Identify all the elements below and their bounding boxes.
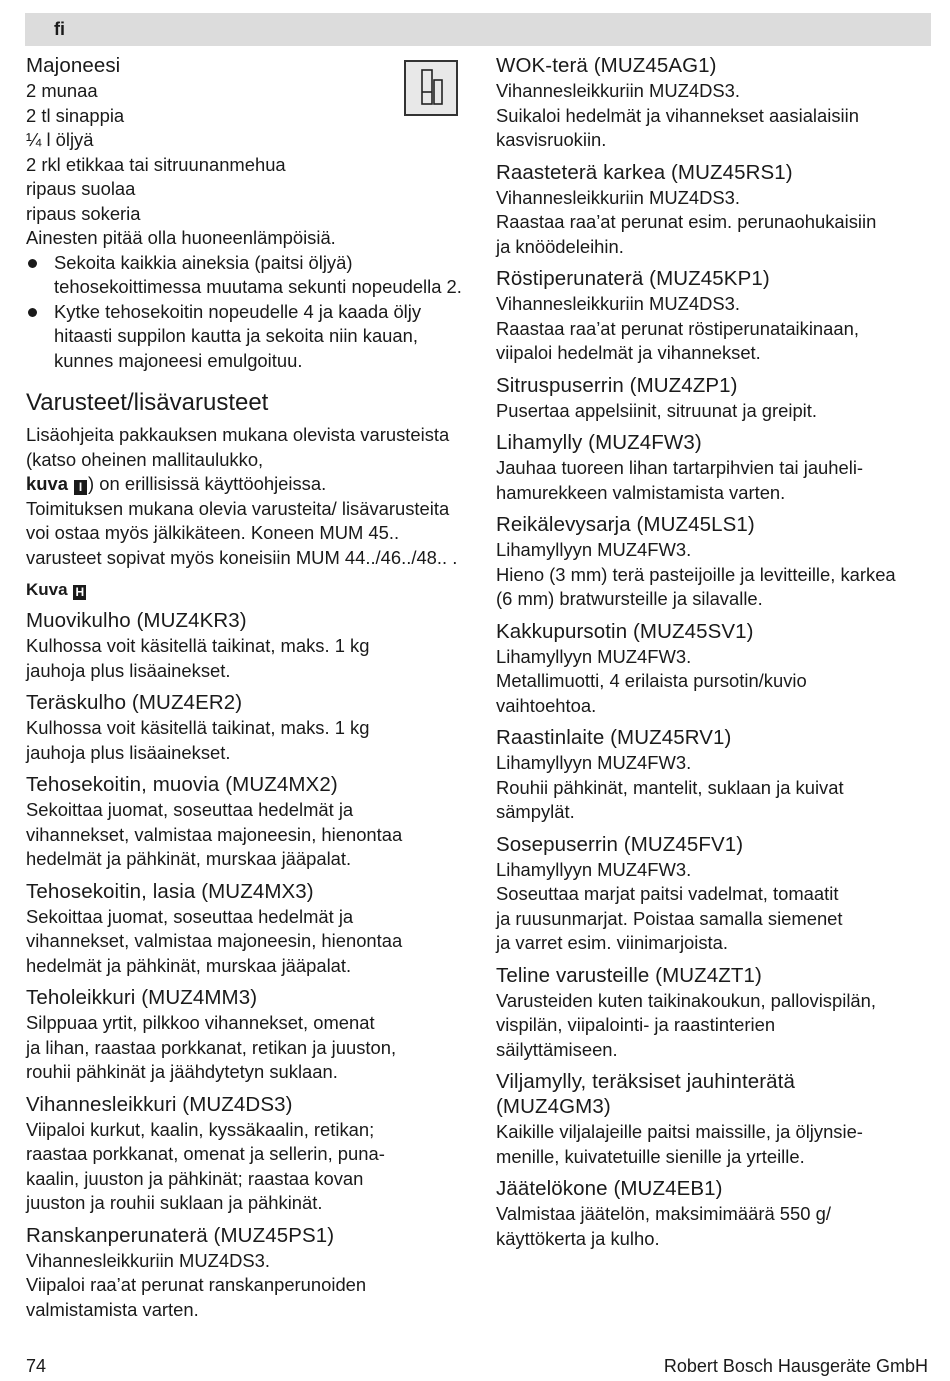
accessory-title: Ranskanperunaterä (MUZ45PS1)	[26, 1223, 335, 1247]
accessories-title: Varusteet/lisävarusteet	[26, 389, 269, 416]
right-accessory-list	[496, 53, 936, 1251]
accessory-title: Kakkupursotin (MUZ45SV1)	[496, 619, 754, 643]
accessory-description: Vihannesleikkuriin MUZ4DS3. Raastaa raa’at perunat esim. perunaohukaisiin ja knöödeleihin.	[496, 186, 877, 257]
accessory-title: Tehosekoitin, lasia (MUZ4MX3)	[26, 879, 314, 903]
language-bar	[25, 13, 931, 46]
accessory-title: Vihannesleikkuri (MUZ4DS3)	[26, 1092, 293, 1116]
accessory-description: Vihannesleikkuriin MUZ4DS3. Raastaa raa’at perunat röstiperunataikinaan, viipaloi hedelmät ja vihannekset.	[496, 293, 859, 363]
language-code: fi	[54, 19, 65, 39]
accessory-section	[496, 373, 936, 424]
accessory-title: Röstiperunaterä (MUZ45KP1)	[496, 267, 770, 290]
accessory-description: Lihamyllyyn MUZ4FW3. Hieno (3 mm) terä pasteijoille ja levitteille, karkea (6 mm) bratwursteille ja silavalle.	[496, 539, 896, 609]
accessory-title: Raastinlaite (MUZ45RV1)	[496, 726, 732, 749]
mayonnaise-ingredients: 2 munaa 2 tl sinappia ¼ l öljyä 2 rkl etikkaa tai sitruunanmehua ripaus suolaa ripaus sokeria Ainesten pitää olla huoneenlämpöisiä.	[26, 80, 336, 248]
accessory-description: Lihamyllyyn MUZ4FW3. Soseuttaa marjat paitsi vadelmat, tomaatit ja ruusunmarjat. Poistaa samalla siemenet ja varret esim. viinimarjoista.	[496, 858, 843, 953]
accessory-section	[496, 1176, 936, 1251]
accessory-description: Kulhossa voit käsitellä taikinat, maks. 1 kg jauhoja plus lisäainekset.	[26, 717, 370, 763]
accessory-description: Pusertaa appelsiinit, sitruunat ja greipit.	[496, 399, 817, 421]
accessory-description: Viipaloi kurkut, kaalin, kyssäkaalin, retikan; raastaa porkkanat, omenat ja sellerin, puna- kaalin, juuston ja pähkinät; raastaa kovan juuston ja rouhii suklaan ja pähkinät.	[26, 1118, 385, 1213]
accessory-section	[26, 772, 466, 872]
accessory-title: Jäätelökone (MUZ4EB1)	[496, 1177, 723, 1200]
accessory-title: Sitruspuserrin (MUZ4ZP1)	[496, 373, 738, 397]
accessory-description: Kulhossa voit käsitellä taikinat, maks. 1 kg jauhoja plus lisäainekset.	[26, 635, 370, 681]
accessory-section	[26, 608, 466, 683]
mayonnaise-section	[26, 53, 466, 373]
intro-text: Lisäohjeita pakkauksen mukana olevista varusteista (katso oheinen mallitaulukko,	[26, 424, 450, 470]
accessory-title: Viljamylly, teräksiset jauhinterätä (MUZ4GM3)	[496, 1070, 795, 1118]
intro-text-2: ) on erillisissä käyttöohjeissa. Toimituksen mukana olevia varusteita/ lisävarusteita voi ostaa myös jälkikäteen. Koneen MUM 45.. varusteet sopivat myös koneisiin MUM 44../46../48.. .	[26, 473, 458, 568]
accessory-section	[26, 1223, 466, 1323]
accessory-section	[496, 512, 936, 612]
accessory-title: Teräskulho (MUZ4ER2)	[26, 691, 243, 714]
accessory-description: Sekoittaa juomat, soseuttaa hedelmät ja vihannekset, valmistaa majoneesin, hienontaa hedelmät ja pähkinät, murskaa jääpalat.	[26, 799, 403, 869]
figure-letter: I	[74, 480, 87, 495]
accessory-section	[496, 619, 936, 719]
accessory-title: Muovikulho (MUZ4KR3)	[26, 609, 247, 632]
accessory-section	[496, 53, 936, 153]
step-text: Kytke tehosekoitin nopeudelle 4 ja kaada öljy hitaasti suppilon kautta ja sekoita niin kauan, kunnes majoneesi emulgoituu.	[54, 300, 422, 371]
accessory-section	[26, 1092, 466, 1216]
accessory-description: Sekoittaa juomat, soseuttaa hedelmät ja vihannekset, valmistaa majoneesin, hienontaa hedelmät ja pähkinät, murskaa jääpalat.	[26, 905, 403, 976]
accessory-description: Jauhaa tuoreen lihan tartarpihvien tai jauheli- hamurekkeen valmistamista varten.	[496, 457, 864, 503]
figure-word: kuva	[26, 473, 68, 494]
bullet-icon	[28, 308, 37, 317]
accessory-section	[496, 832, 936, 956]
accessory-title: Teholeikkuri (MUZ4MM3)	[26, 986, 258, 1009]
accessory-section	[26, 690, 466, 765]
accessory-section	[496, 725, 936, 825]
accessory-description: Vihannesleikkuriin MUZ4DS3. Suikaloi hedelmät ja vihannekset aasialaisiin kasvisruokiin.	[496, 80, 859, 150]
step-text: Sekoita kaikkia aineksia (paitsi öljyä) tehosekoittimessa muutama sekunti nopeudella 2.	[54, 251, 462, 297]
left-column	[26, 53, 466, 1329]
accessory-title: Lihamylly (MUZ4FW3)	[496, 431, 702, 454]
page-number: 74	[26, 1356, 47, 1376]
accessories-intro	[26, 423, 466, 570]
list-item	[26, 300, 466, 374]
figure-ref	[26, 580, 466, 600]
accessory-description: Lihamyllyyn MUZ4FW3. Metallimuotti, 4 erilaista pursotin/kuvio vaihtoehtoa.	[496, 645, 807, 716]
list-item	[26, 251, 466, 300]
accessory-section	[496, 430, 936, 505]
mayonnaise-title: Majoneesi	[26, 54, 121, 77]
accessory-section	[496, 1069, 936, 1169]
accessory-description: Silppuaa yrtit, pilkkoo vihannekset, omenat ja lihan, raastaa porkkanat, retikan ja juuston, rouhii pähkinät ja jäähdytetyn suklaan.	[26, 1012, 397, 1082]
accessory-title: Tehosekoitin, muovia (MUZ4MX2)	[26, 773, 338, 796]
accessory-description: Varusteiden kuten taikinakoukun, pallovispilän, vispilän, viipalointi- ja raastinterien säilyttämiseen.	[496, 989, 876, 1060]
accessories-section	[26, 389, 466, 600]
accessory-section	[26, 985, 466, 1085]
accessory-title: Reikälevysarja (MUZ45LS1)	[496, 513, 755, 536]
accessory-title: Teline varusteille (MUZ4ZT1)	[496, 963, 762, 987]
accessory-title: WOK-terä (MUZ45AG1)	[496, 54, 717, 77]
accessory-description: Valmistaa jäätelön, maksimimäärä 550 g/ käyttökerta ja kulho.	[496, 1203, 831, 1249]
company-name: Robert Bosch Hausgeräte GmbH	[663, 1356, 928, 1376]
left-accessory-list	[26, 608, 466, 1322]
accessory-description: Lihamyllyyn MUZ4FW3. Rouhii pähkinät, mantelit, suklaan ja kuivat sämpylät.	[496, 752, 844, 822]
accessory-title: Sosepuserrin (MUZ45FV1)	[496, 832, 744, 856]
accessory-description: Vihannesleikkuriin MUZ4DS3. Viipaloi raa’at perunat ranskanperunoiden valmistamista varten.	[26, 1249, 367, 1320]
accessory-description: Kaikille viljalajeille paitsi maissille, ja öljynsie- menille, kuivatetuille sienille ja yrteille.	[496, 1121, 863, 1167]
accessory-section	[26, 879, 466, 979]
accessory-title: Raasteterä karkea (MUZ45RS1)	[496, 160, 793, 184]
right-column	[496, 53, 936, 1258]
mayonnaise-steps	[26, 251, 466, 374]
accessory-section	[496, 266, 936, 366]
figure-label: Kuva	[26, 580, 68, 599]
accessory-section	[496, 963, 936, 1063]
bullet-icon	[28, 259, 37, 268]
accessory-section	[496, 160, 936, 260]
figure-letter-h: H	[73, 585, 86, 600]
